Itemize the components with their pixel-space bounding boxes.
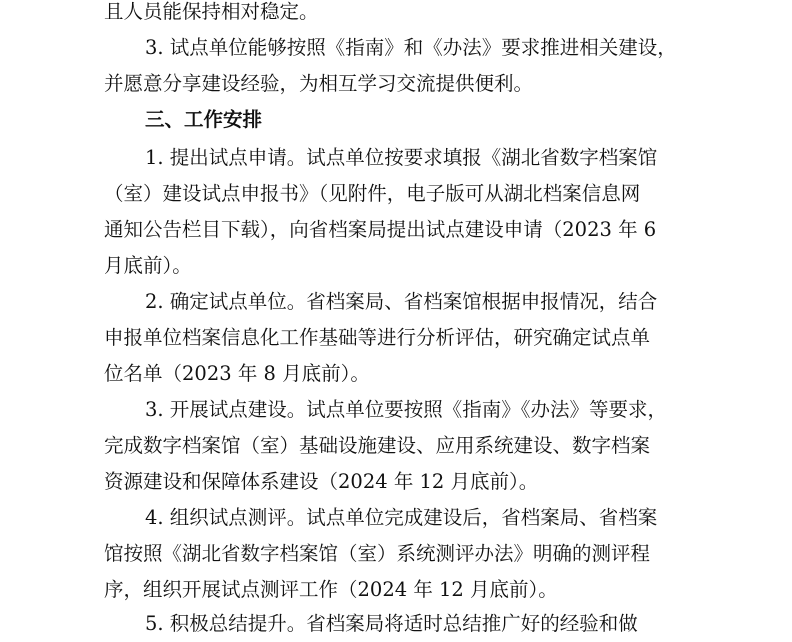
step-2-line-3: 位名单（2023 年 8 月底前）。: [104, 362, 370, 385]
step-1-line-4: 月底前）。: [104, 254, 192, 277]
text-line: [0, 140, 792, 176]
text-line: [0, 320, 792, 356]
section-heading: 三、工作安排: [145, 108, 263, 131]
step-2-line-1: 2. 确定试点单位。省档案局、省档案馆根据申报情况，结合: [145, 290, 658, 313]
text-line: [0, 572, 792, 608]
text-line: [0, 356, 792, 392]
step-1-line-2: （室）建设试点申报书》（见附件，电子版可从湖北档案信息网: [104, 182, 641, 205]
step-4-line-1: 4. 组织试点测评。试点单位完成建设后，省档案局、省档案: [145, 506, 658, 529]
step-3-line-2: 完成数字档案馆（室）基础设施建设、应用系统建设、数字档案: [104, 434, 651, 457]
step-4-line-2: 馆按照《湖北省数字档案馆（室）系统测评办法》明确的测评程: [104, 542, 651, 565]
step-4-line-3: 序，组织开展试点测评工作（2024 年 12 月底前）。: [104, 578, 558, 601]
paragraph-continuation: 且人员能保持相对稳定。: [104, 0, 319, 23]
step-3-line-3: 资源建设和保障体系建设（2024 年 12 月底前）。: [104, 470, 539, 493]
criterion-3-line-1: 3. 试点单位能够按照《指南》和《办法》要求推进相关建设，: [145, 36, 677, 59]
text-line: [0, 0, 792, 30]
step-1-line-3: 通知公告栏目下载），向省档案局提出试点建设申请（2023 年 6: [104, 218, 657, 241]
criterion-3-line-2: 并愿意分享建设经验，为相互学习交流提供便利。: [104, 72, 534, 95]
step-2-line-2: 申报单位档案信息化工作基础等进行分析评估，研究确定试点单: [104, 326, 651, 349]
text-line: [0, 500, 792, 536]
section-heading-line: [0, 102, 792, 138]
text-line: [0, 66, 792, 102]
text-line: [0, 428, 792, 464]
text-line: [0, 392, 792, 428]
text-line: [0, 248, 792, 284]
text-line: [0, 284, 792, 320]
step-5-line-1: 5. 积极总结提升。省档案局将适时总结推广好的经验和做: [145, 612, 638, 635]
text-line: [0, 464, 792, 500]
text-line: [0, 536, 792, 572]
text-line: [0, 606, 792, 642]
step-3-line-1: 3. 开展试点建设。试点单位要按照《指南》《办法》等要求，: [145, 398, 668, 421]
step-1-line-1: 1. 提出试点申请。试点单位按要求填报《湖北省数字档案馆: [145, 146, 658, 169]
text-line: [0, 176, 792, 212]
text-line: [0, 30, 792, 66]
text-line: [0, 212, 792, 248]
